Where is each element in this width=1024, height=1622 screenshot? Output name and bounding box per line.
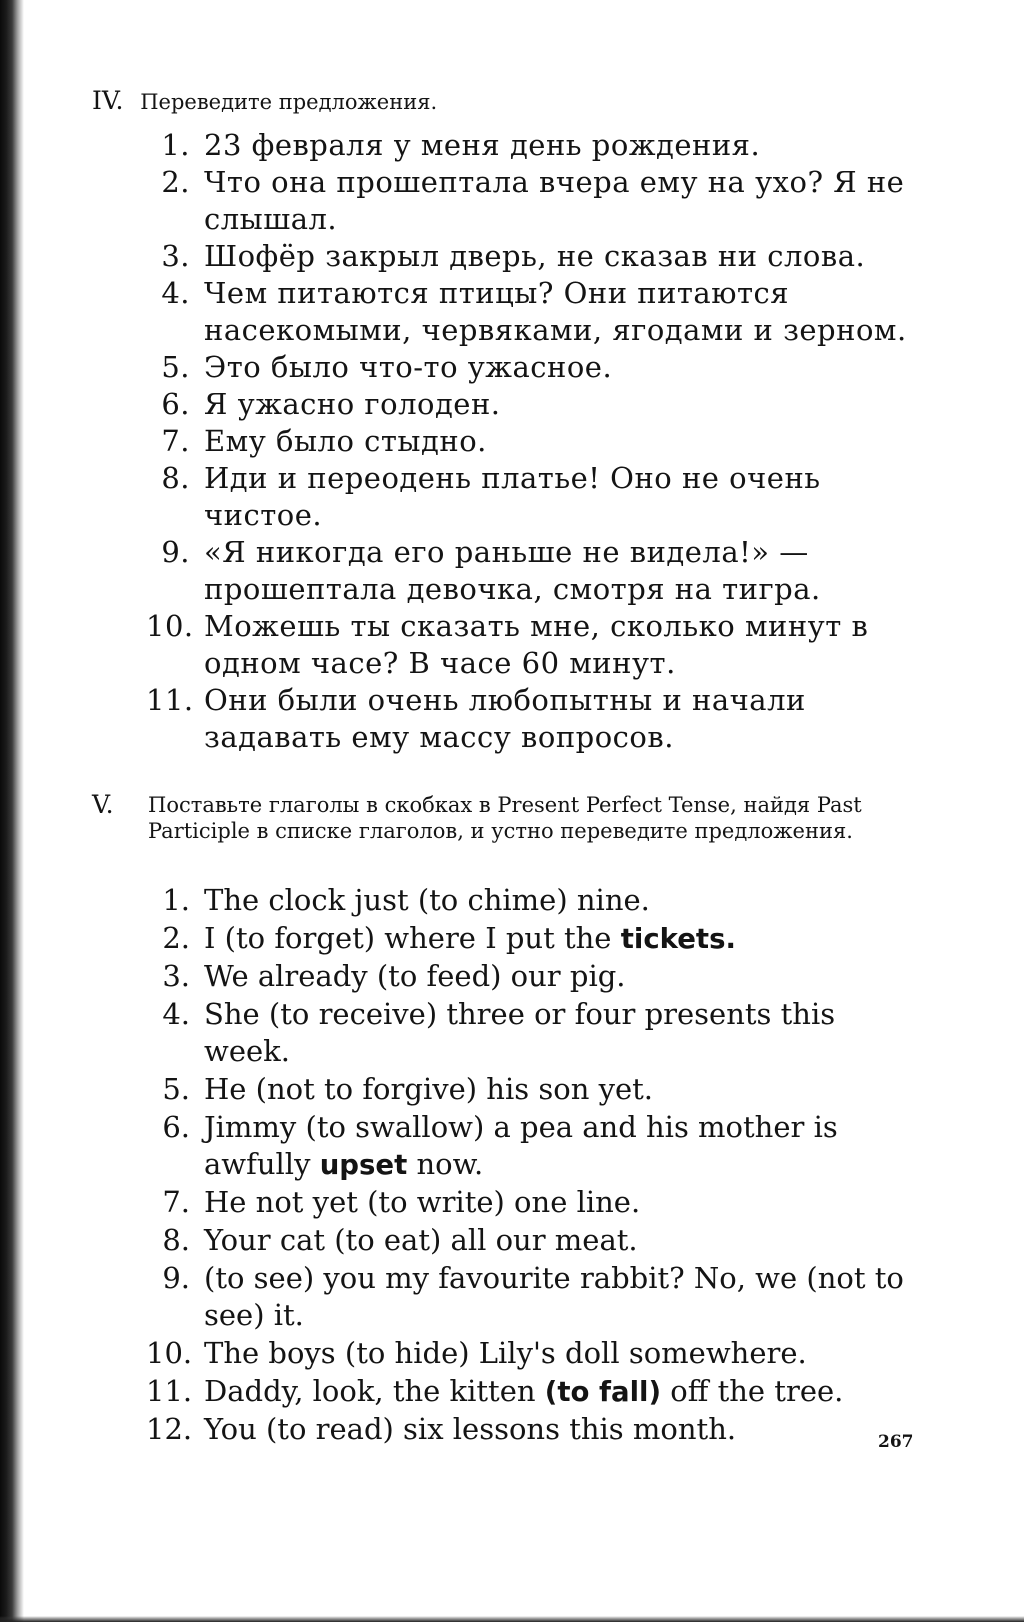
item-number: 3.: [162, 959, 190, 993]
section-iv-heading: [92, 88, 932, 115]
item-number: 1.: [162, 883, 190, 917]
section-v-number: V.: [92, 790, 114, 819]
list-item: [146, 682, 926, 756]
item-bold-text: tickets.: [620, 923, 736, 955]
list-item: [146, 1411, 926, 1449]
section-v-heading: [92, 792, 932, 844]
list-item: [146, 608, 926, 682]
item-number: 4.: [162, 997, 190, 1031]
item-number: 4.: [161, 276, 190, 310]
list-item: [146, 238, 926, 275]
item-number: 8.: [162, 1223, 190, 1257]
item-number: 10.: [146, 1336, 193, 1370]
list-item: [146, 1260, 926, 1335]
item-text: She (to receive) three or four presents this week.: [204, 997, 836, 1068]
item-number: 9.: [162, 1261, 190, 1295]
item-text: 23 февраля у меня день рождения.: [204, 128, 761, 162]
list-item: [146, 127, 926, 164]
item-number: 8.: [161, 461, 190, 495]
item-text: You (to read) six lessons this month.: [204, 1412, 737, 1446]
item-text: I (to forget) where I put the: [204, 921, 621, 955]
item-text-end: now.: [407, 1147, 484, 1181]
item-number: 6.: [161, 387, 190, 421]
item-number: 1.: [161, 128, 190, 162]
item-text: Шофёр закрыл дверь, не сказав ни слова.: [204, 239, 866, 273]
item-number: 2.: [161, 165, 190, 199]
item-text: The clock just (to chime) nine.: [204, 883, 650, 917]
item-text: Можешь ты сказать мне, сколько минут в одном часе? В часе 60 минут.: [204, 609, 869, 680]
item-bold-text: (to fall): [544, 1376, 662, 1408]
book-spine-shadow: [0, 0, 24, 1622]
item-number: 6.: [162, 1110, 190, 1144]
section-iv-sentence-list: [146, 127, 926, 756]
item-text: Ему было стыдно.: [204, 424, 487, 458]
list-item: [146, 882, 926, 920]
item-text-end: off the tree.: [661, 1374, 844, 1408]
item-number: 9.: [161, 535, 190, 569]
item-text: Это было что-то ужасное.: [204, 350, 613, 384]
list-item: [146, 1184, 926, 1222]
item-number: 7.: [161, 424, 190, 458]
list-item: [146, 920, 926, 958]
item-number: 2.: [162, 921, 190, 955]
item-text: Что она прошептала вчера ему на ухо? Я не слышал.: [204, 165, 905, 236]
list-item: [146, 1071, 926, 1109]
item-number: 10.: [146, 609, 194, 643]
list-item: [146, 996, 926, 1071]
item-text: Your cat (to eat) all our meat.: [204, 1223, 638, 1257]
list-item: [146, 349, 926, 386]
list-item: [146, 275, 926, 349]
item-number: 11.: [146, 683, 194, 717]
item-text: Они были очень любопытны и начали задавать ему массу вопросов.: [204, 683, 806, 754]
section-v-instruction: Поставьте глаголы в скобках в Present Perfect Tense, найдя Past Participle в списке глаголов, и устно переведите предложения.: [148, 793, 862, 843]
item-number: 5.: [162, 1072, 190, 1106]
list-item: [146, 534, 926, 608]
list-item: [146, 423, 926, 460]
item-number: 11.: [146, 1374, 193, 1408]
list-item: [146, 1335, 926, 1373]
section-iv-instruction: Переведите предложения.: [140, 90, 438, 114]
page-bottom-edge: [0, 1616, 1024, 1622]
item-bold-text: upset: [319, 1149, 408, 1181]
item-text: (to see) you my favourite rabbit? No, we (not to see) it.: [204, 1261, 904, 1332]
section-iv-number: IV.: [92, 86, 124, 115]
item-text: The boys (to hide) Lily's doll somewhere.: [204, 1336, 807, 1370]
list-item: [146, 460, 926, 534]
item-number: 12.: [146, 1412, 193, 1446]
list-item: [146, 1373, 926, 1411]
item-text: Daddy, look, the kitten: [204, 1374, 545, 1408]
item-text: He not yet (to write) one line.: [204, 1185, 641, 1219]
list-item: [146, 164, 926, 238]
item-text: We already (to feed) our pig.: [204, 959, 626, 993]
item-text: Jimmy (to swallow) a pea and his mother is awfully: [204, 1110, 838, 1181]
list-item: [146, 958, 926, 996]
item-number: 3.: [161, 239, 190, 273]
list-item: [146, 1109, 926, 1184]
item-text: Чем питаются птицы? Они питаются насекомыми, червяками, ягодами и зерном.: [204, 276, 907, 347]
item-number: 7.: [162, 1185, 190, 1219]
item-text: Я ужасно голоден.: [204, 387, 501, 421]
item-number: 5.: [161, 350, 190, 384]
item-text: «Я никогда его раньше не видела!» — прошептала девочка, смотря на тигра.: [204, 535, 821, 606]
item-text: Иди и переодень платье! Оно не очень чистое.: [204, 461, 821, 532]
list-item: [146, 386, 926, 423]
item-text: He (not to forgive) his son yet.: [204, 1072, 654, 1106]
page-number: 267: [878, 1432, 914, 1452]
section-v-exercise-list: [146, 882, 926, 1449]
list-item: [146, 1222, 926, 1260]
